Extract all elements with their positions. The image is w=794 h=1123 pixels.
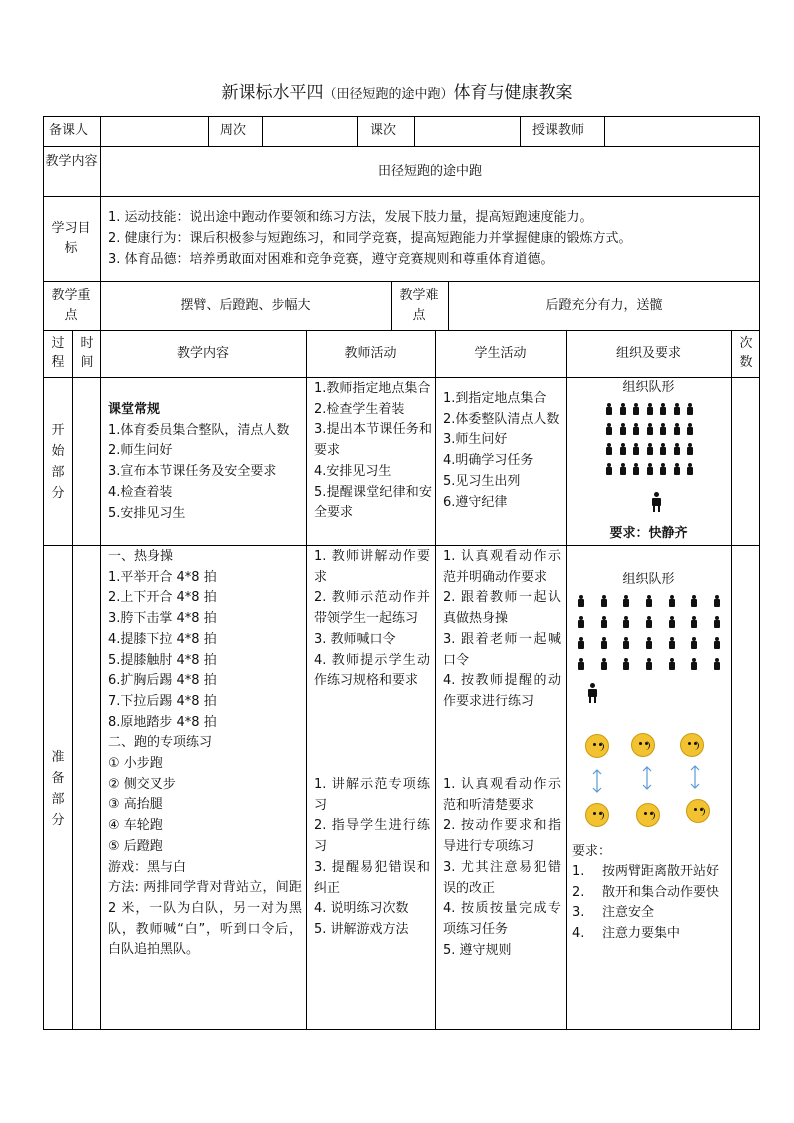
page-title: 新课标水平四（田径短跑的途中跑）体育与健康教案 [221,83,573,103]
formation-row [605,443,693,455]
student-figure-icon [645,595,652,607]
formation-row [577,658,720,670]
student-figure-icon [645,658,652,670]
student-figure-icon [673,403,680,415]
student-figure-icon [632,443,639,455]
difficulty-value: 后蹬充分有力，送髋 [545,298,663,313]
student-figure-icon [646,403,653,415]
double-arrow-icon [690,764,700,790]
student-figure-icon [686,443,693,455]
student-figure-icon [577,658,584,670]
student-figure-icon [690,616,697,628]
student-figure-icon [577,616,584,628]
student-figure-icon [632,403,639,415]
student-figure-icon [690,595,697,607]
start-org-req: 要求：快静齐 [609,526,688,541]
student-figure-icon [673,423,680,435]
student-figure-icon [686,423,693,435]
prep-content: 一、热身操 1.平举开合 4*8 拍 2.上下开合 4*8 拍 3.胯下击掌 4*8 拍 4.提膝下拉 4*8 拍 5.提膝触肘 4*8 拍 6.扩胸后踢 4*8 拍 7.下拉后踢 4*8 拍 8.原地踏步 4*8 拍 二、跑的专项练习 ① 小步跑 ② 侧交叉步 ③ 高抬腿 ④ 车轮跑 ⑤ 后蹬跑 游戏：黑与白 方法: 两排同学背对背站立，间距 2 米，一队为白队，另一对为黑队，教师喊“白”，听到口令后，白队追拍黑队。 [108,549,302,958]
lesson-content-value: 田径短跑的途中跑 [377,164,482,179]
prep-student-a: 1. 认真观看动作示范并明确动作要求 2. 跟着教师一起认真做热身操 3. 跟着老师一起喊口令 4. 按教师提醒的动作要求进行练习 [443,549,561,709]
student-figure-icon [659,463,666,475]
student-figure-icon [646,423,653,435]
student-figure-icon [713,616,720,628]
student-figure-icon [632,423,639,435]
student-figure-icon [659,403,666,415]
label-teacher: 授课教师 [532,123,585,138]
student-figure-icon [668,616,675,628]
formation-row [605,423,693,435]
label-key: 教学重点 [51,288,91,323]
prep-teacher-a: 1. 教师讲解动作要求 2. 教师示范动作并带领学生一起练习 3. 教师喊口令 4. 教师提示学生动作练习规格和要求 [314,549,430,689]
student-figure-icon [686,403,693,415]
student-figure-icon [645,616,652,628]
student-figure-icon [646,463,653,475]
smiley-icon [686,799,710,823]
student-figure-icon [605,463,612,475]
phase-start: 开始部分 [51,423,65,501]
formation-row [577,595,720,607]
col-content: 教学内容 [176,346,229,361]
formation-row [577,616,720,628]
prep-teacher-b: 1. 讲解示范专项练习 2. 指导学生进行练习 3. 提醒易犯错误和纠正 4. 说明练习次数 5. 讲解游戏方法 [314,777,430,937]
student-figure-icon [577,637,584,649]
double-arrow-icon [592,768,602,794]
goal-3: 3. 体育品德：培养勇敢面对困难和竞争竞赛，遵守竞赛规则和尊重体育道德。 [108,252,554,267]
label-content: 教学内容 [45,154,98,169]
student-figure-icon [690,637,697,649]
student-figure-icon [622,595,629,607]
formation-row [605,403,693,415]
student-figure-icon [600,595,607,607]
smiley-icon [585,803,609,827]
student-figure-icon [645,637,652,649]
smiley-icon [585,734,609,758]
prep-student-b: 1. 认真观看动作示范和听清楚要求 2. 按动作要求和指导进行专项练习 3. 尤其注意易犯错误的改正 4. 按质按量完成专项练习任务 5. 遵守规则 [443,777,561,958]
student-figure-icon [605,443,612,455]
label-goals: 学习目标 [51,221,91,256]
start-content: 课堂常规 1.体育委员集合整队，清点人数 2.师生问好 3.宣布本节课任务及安全要求 4.检查着装 5.安排见习生 [108,402,290,521]
student-figure-icon [690,658,697,670]
col-process: 过程 [51,336,65,370]
student-figure-icon [713,595,720,607]
student-figure-icon [619,423,626,435]
label-lesson-no: 课次 [370,123,397,138]
prep-requirements: 1. 按两臂距离散开站好 2. 散开和集合动作要快 3. 注意安全 4. 注意力要集中 [572,864,720,942]
teacher-figure-icon [651,492,661,512]
student-figure-icon [605,423,612,435]
student-figure-icon [619,403,626,415]
formation-row [605,463,693,475]
student-figure-icon [632,463,639,475]
student-figure-icon [577,595,584,607]
prep-req-title: 要求： [572,844,612,859]
teacher-figure-icon [587,683,597,703]
student-figure-icon [673,463,680,475]
goal-1: 1. 运动技能：说出途中跑动作要领和练习方法，发展下肢力量，提高短跑速度能力。 [108,210,593,225]
student-figure-icon [659,443,666,455]
double-arrow-icon [642,765,652,791]
formation-row [577,637,720,649]
smiley-icon [636,803,660,827]
student-figure-icon [619,463,626,475]
student-figure-icon [600,658,607,670]
student-figure-icon [622,637,629,649]
student-figure-icon [686,463,693,475]
col-times: 次数 [739,336,753,370]
student-figure-icon [619,443,626,455]
start-student: 1.到指定地点集合 2.体委整队清点人数 3.师生问好 4.明确学习任务 5.见习生出列 6.遵守纪律 [443,391,560,510]
student-figure-icon [646,443,653,455]
key-value: 摆臂、后蹬跑、步幅大 [180,298,311,313]
student-figure-icon [600,616,607,628]
student-figure-icon [668,658,675,670]
label-difficulty: 教学难点 [399,288,439,323]
col-student: 学生活动 [474,346,527,361]
label-preparer: 备课人 [49,123,89,138]
start-org-title: 组织队形 [622,380,675,395]
col-teacher: 教师活动 [344,346,397,361]
goal-2: 2. 健康行为：课后积极参与短跑练习，和同学竞赛，提高短跑能力并掌握健康的锻炼方式。 [108,231,632,246]
prep-org-title: 组织队形 [622,572,675,587]
col-time: 时间 [80,336,94,370]
student-figure-icon [659,423,666,435]
student-figure-icon [713,637,720,649]
phase-prep: 准备部分 [51,750,65,828]
col-org: 组织及要求 [615,346,681,361]
smiley-icon [631,733,655,757]
smiley-icon [680,733,704,757]
student-figure-icon [668,637,675,649]
start-teacher: 1.教师指定地点集合 2.检查学生着装 3.提出本节课任务和要求 4.安排见习生 5.提醒课堂纪律和安全要求 [314,381,432,521]
student-figure-icon [605,403,612,415]
student-figure-icon [622,658,629,670]
student-figure-icon [622,616,629,628]
student-figure-icon [673,443,680,455]
student-figure-icon [600,637,607,649]
label-week: 周次 [220,123,247,138]
student-figure-icon [668,595,675,607]
student-figure-icon [713,658,720,670]
